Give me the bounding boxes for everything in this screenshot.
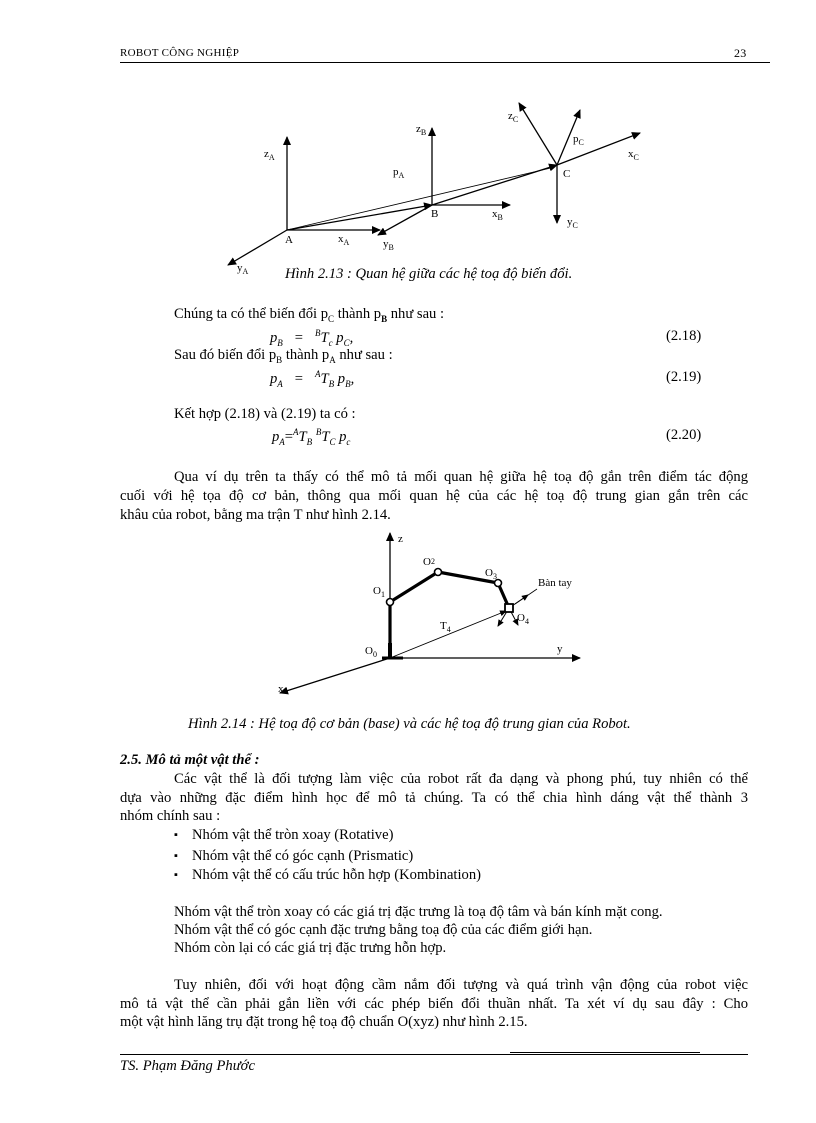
svg-text:x: x [278, 683, 284, 695]
paragraph-5-line-1: Các vật thể là đối tượng làm việc của robot rất đa dạng và phong phú, tuy nhiên có thể [174, 771, 748, 787]
equation-2-18: $p_B = ^BT_c$ $p_C$, [270, 328, 354, 348]
section-heading: 2.5. Mô tả một vật thể : [120, 752, 260, 768]
svg-text:yA: $y_A$ [237, 262, 249, 276]
paragraph-6-line-2: Nhóm vật thể có góc cạnh đặc trưng bằng toạ độ của các điểm giới hạn. [174, 922, 593, 938]
svg-text:B: B [431, 208, 439, 220]
equation-2-20: $p_A=^AT_B$ $^BT_C$ $p_c$ [272, 427, 351, 447]
equation-2-19: $p_A = ^AT_B$ $p_B$, [270, 369, 355, 389]
bullet-item-2: Nhóm vật thể có góc cạnh (Prismatic) [192, 848, 414, 864]
figure-2-14-diagram [260, 525, 640, 700]
svg-text:xC: $x_C$ [628, 148, 639, 162]
bullet-mark: ▪ [174, 829, 178, 841]
paragraph-5-line-3: nhóm chính sau : [120, 808, 221, 824]
vector-T4 [390, 611, 506, 658]
svg-text:O2: O2 [423, 556, 435, 568]
svg-text:yB: $y_B$ [383, 238, 394, 252]
svg-text:zA: $z_A$ [264, 148, 275, 162]
figure-2-14-caption: Hình 2.14 : Hệ toạ độ cơ bản (base) và các hệ toạ độ trung gian của Robot. [188, 716, 631, 732]
svg-text:A: A [285, 234, 293, 246]
running-header-title: ROBOT CÔNG NGHIỆP [120, 47, 240, 59]
equation-2-20-number: (2.20) [666, 427, 702, 443]
svg-text:xB: $x_B$ [492, 208, 503, 222]
footer-author: TS. Phạm Đăng Phước [120, 1058, 255, 1074]
svg-text:O3: $O_3$ [485, 567, 497, 581]
axis-x [280, 658, 390, 693]
svg-text:zB: $z_B$ [416, 123, 427, 137]
svg-text:C: C [563, 168, 571, 180]
svg-text:O0: $O_0$ [365, 645, 377, 659]
svg-text:Bàn tay: Bàn tay [538, 577, 572, 589]
footer-rule-accent [510, 1052, 700, 1053]
svg-text:O4: $O_4$ [517, 612, 529, 626]
equation-2-19-number: (2.19) [666, 369, 702, 385]
paragraph-6-line-3: Nhóm còn lại có các giá trị đặc trưng hỗn hợp. [174, 940, 447, 956]
footer-rule [120, 1054, 748, 1055]
svg-text:y: y [557, 643, 563, 655]
svg-text:yC: $y_C$ [567, 216, 578, 230]
paragraph-1: Chúng ta có thể biến đổi $p_C$ thành $p_B$ như sau : [174, 306, 445, 324]
joint-O1 [387, 599, 394, 606]
hand-pointer [515, 589, 537, 604]
paragraph-2: Sau đó biến đổi $p_B$ thành $p_A$ như sau : [174, 347, 393, 365]
header-rule [120, 62, 770, 63]
bullet-mark: ▪ [174, 869, 178, 881]
svg-text:xA: $x_A$ [338, 233, 350, 247]
paragraph-5-line-2: dựa vào những đặc điểm hình học để mô tả chúng. Ta có thể chia hình dáng vật thể thành 3 [120, 790, 748, 806]
paragraph-4-line-1: Qua ví dụ trên ta thấy có thể mô tả mối quan hệ giữa hệ toạ độ gắn trên điểm tác động [174, 469, 748, 485]
joint-O4 [505, 604, 513, 612]
bullet-item-1: Nhóm vật thể tròn xoay (Rotative) [192, 827, 394, 843]
paragraph-6-line-1: Nhóm vật thể tròn xoay có các giá trị đặc trưng là toạ độ tâm và bán kính mặt cong. [174, 904, 663, 920]
figure-2-13-caption: Hình 2.13 : Quan hệ giữa các hệ toạ độ biến đổi. [285, 266, 573, 282]
svg-text:pA: $p_A$ [393, 166, 405, 180]
paragraph-3: Kết hợp (2.18) và (2.19) ta có : [174, 406, 356, 422]
axis-zC [519, 103, 557, 165]
robot-arm-links [390, 572, 509, 658]
paragraph-4-line-3: khâu của robot, bằng ma trận T như hình 2.14. [120, 507, 391, 523]
paragraph-7-line-2: mô tả vật thể cần phải gắn liền với các phép biến đổi thuần nhất. Ta xét ví dụ sau đây : Cho [120, 996, 748, 1012]
page-number: 23 [734, 46, 747, 60]
bullet-item-3: Nhóm vật thể có cấu trúc hỗn hợp (Kombination) [192, 867, 481, 883]
svg-text:zC: $z_C$ [508, 110, 519, 124]
vector-pA [287, 167, 555, 230]
bullet-mark: ▪ [174, 850, 178, 862]
paragraph-7-line-1: Tuy nhiên, đối với hoạt động cầm nắm đối tượng và quá trình vận động của robot việc [174, 977, 748, 993]
figure-2-13-diagram [200, 95, 680, 285]
svg-text:z: z [398, 533, 403, 545]
axis-yA [228, 230, 287, 265]
equation-2-18-number: (2.18) [666, 328, 702, 344]
joint-O2 [435, 569, 442, 576]
paragraph-7-line-3: một vật hình lăng trụ đặt trong hệ toạ độ chuẩn O(xyz) như hình 2.15. [120, 1014, 528, 1030]
svg-text:pC: $p_C$ [573, 133, 584, 147]
paragraph-4-line-2: cuối với hệ tọa độ cơ bản, thông qua mối quan hệ của các hệ toạ độ trung gian gắn trên các [120, 488, 748, 504]
svg-text:T4: $T_4$ [440, 620, 451, 634]
svg-text:O1: $O_1$ [373, 585, 385, 599]
